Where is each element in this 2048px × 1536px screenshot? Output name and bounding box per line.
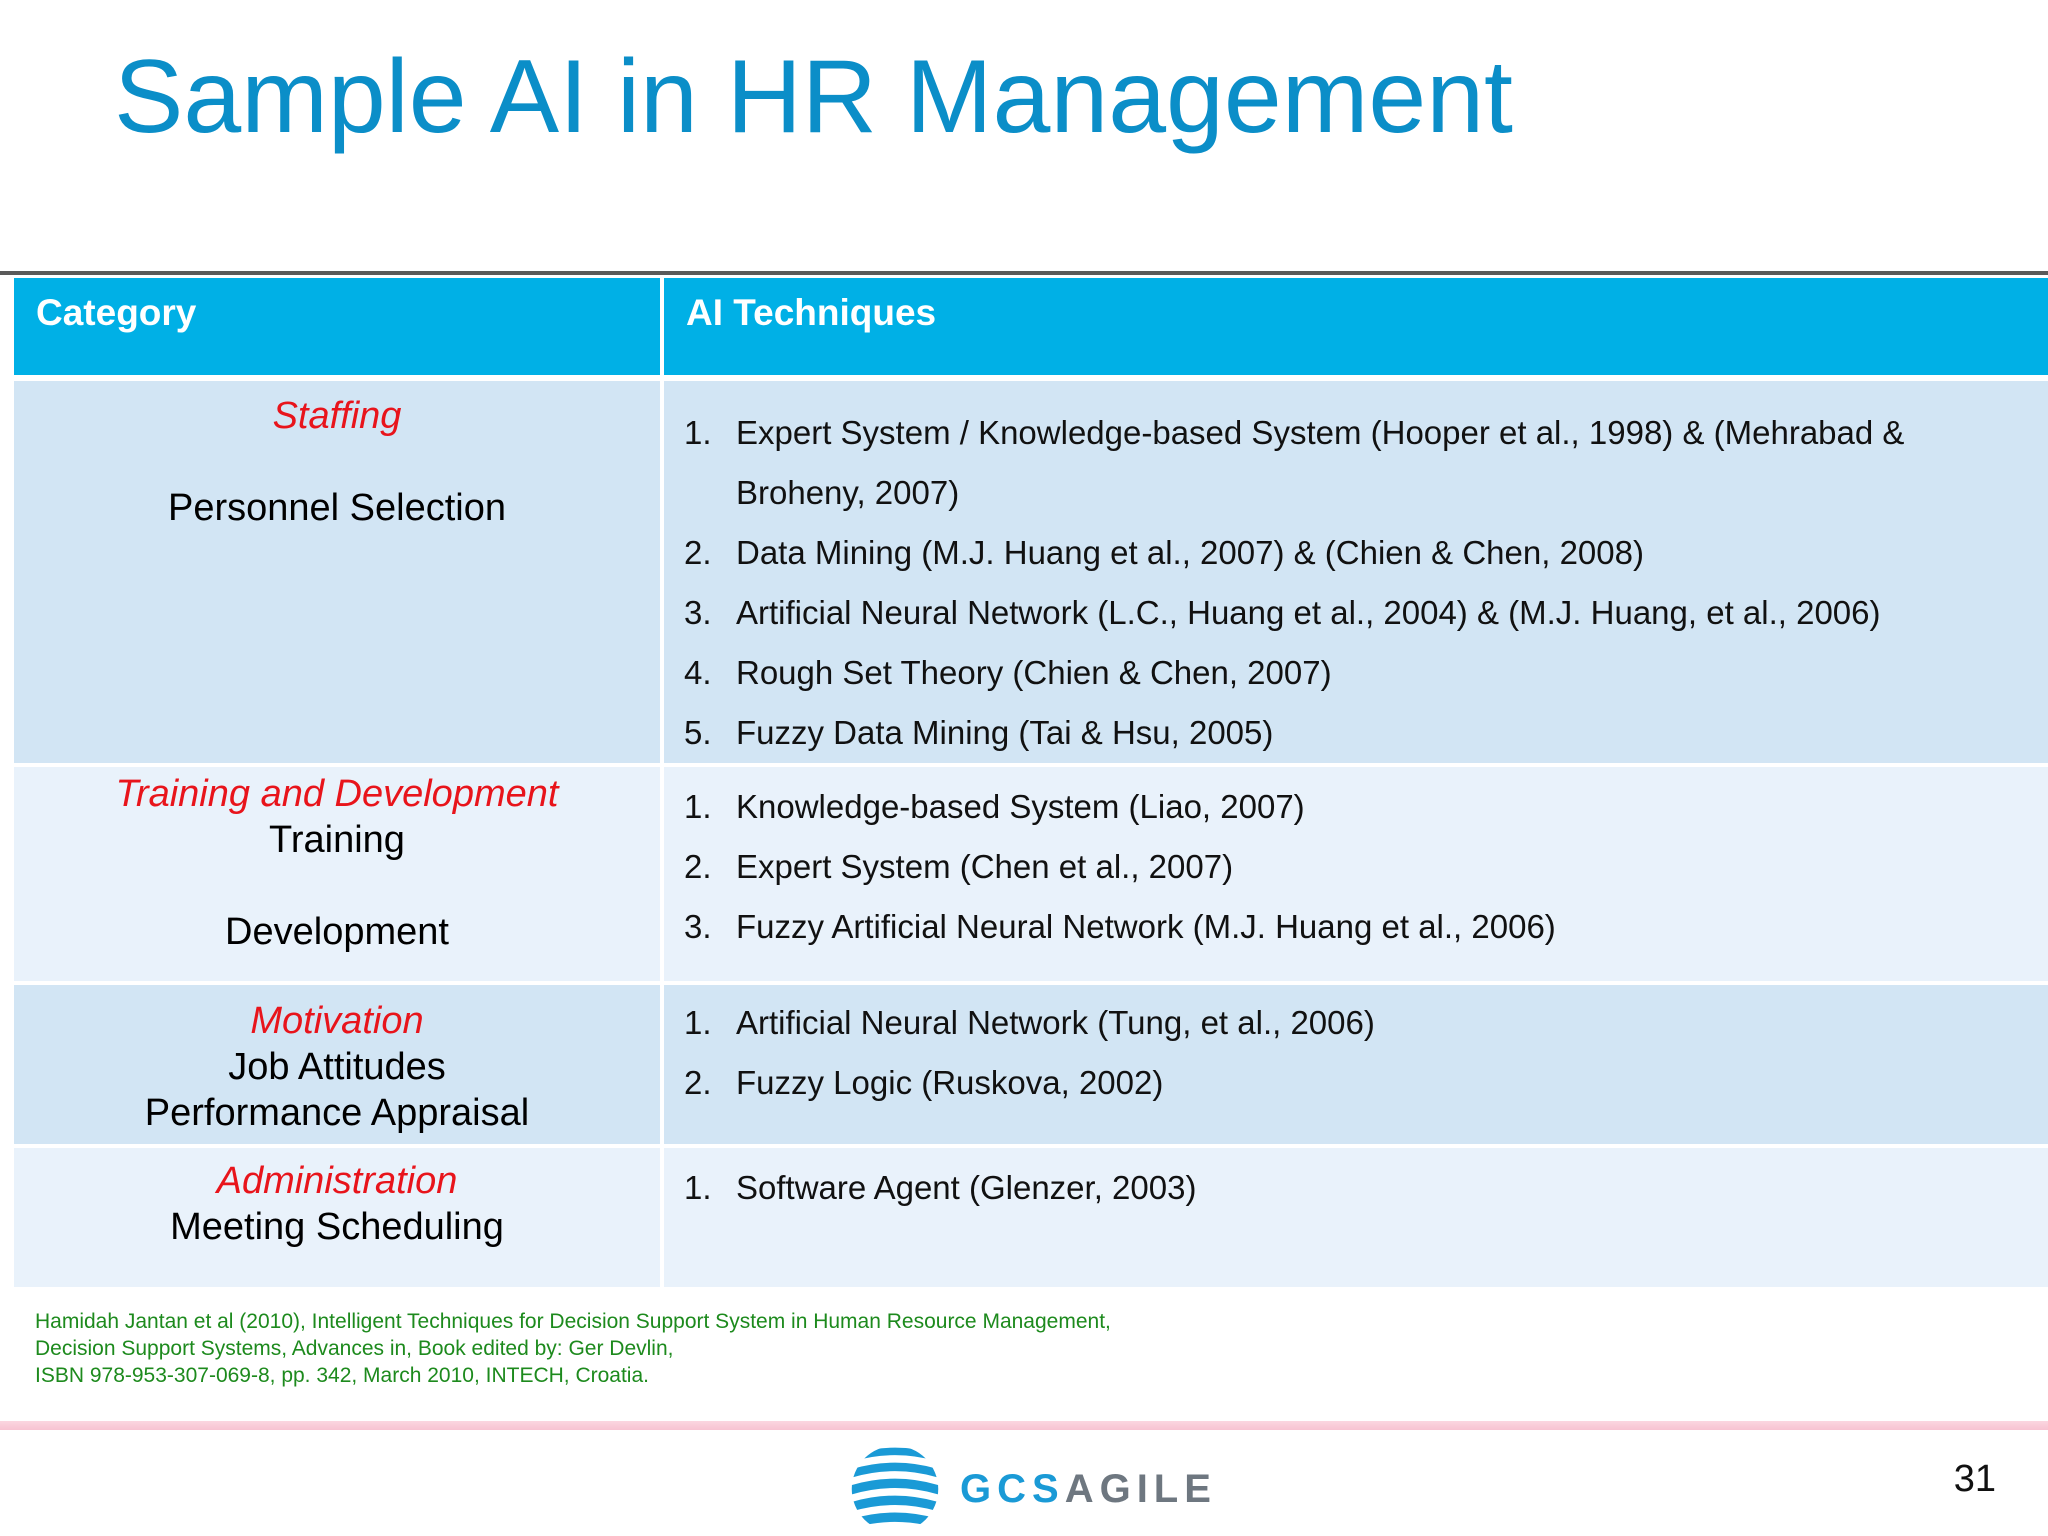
category-title: Motivation (250, 1000, 424, 1042)
category-line: Personnel Selection (168, 487, 506, 529)
category-line: Meeting Scheduling (170, 1206, 504, 1248)
page-number: 31 (1953, 1458, 1996, 1500)
techniques-cell (662, 378, 2048, 765)
techniques-list (664, 993, 2048, 1113)
technique-text: Software Agent (Glenzer, 2003) (736, 1169, 1197, 1206)
techniques-list (664, 403, 2048, 763)
category-cell (14, 765, 662, 983)
list-number: 2. (684, 848, 712, 885)
logo-text-agile: AGILE (1064, 1466, 1217, 1511)
table-row (14, 983, 2048, 1146)
technique-text: Rough Set Theory (Chien & Chen, 2007) (736, 654, 1332, 691)
header-category: Category (14, 278, 662, 378)
technique-text: Fuzzy Logic (Ruskova, 2002) (736, 1064, 1164, 1101)
list-number: 4. (684, 654, 712, 691)
list-number: 2. (684, 1064, 712, 1101)
list-number: 1. (684, 788, 712, 825)
list-number: 3. (684, 594, 712, 631)
technique-text: Fuzzy Data Mining (Tai & Hsu, 2005) (736, 714, 1274, 751)
category-cell (14, 378, 662, 765)
category-cell (14, 983, 662, 1146)
list-item (684, 1053, 2048, 1113)
category-line (14, 863, 660, 909)
list-item (684, 403, 2048, 523)
slide-title: Sample AI in HR Management (114, 39, 1513, 155)
category-line: Training (269, 819, 405, 861)
list-number: 5. (684, 714, 712, 751)
category-line: Job Attitudes (228, 1046, 446, 1088)
globe-logo-icon (848, 1442, 942, 1536)
category-title: Staffing (272, 395, 402, 437)
list-number: 1. (684, 1169, 712, 1206)
list-number: 1. (684, 414, 712, 451)
technique-text: Knowledge-based System (Liao, 2007) (736, 788, 1305, 825)
logo-text-gcs: GCS (960, 1466, 1065, 1511)
citation-line: Hamidah Jantan et al (2010), Intelligent Techniques for Decision Support System in Human Resource Management, (35, 1310, 1111, 1333)
table-row (14, 1146, 2048, 1289)
technique-text: Expert System / Knowledge-based System (Hooper et al., 1998) & (Mehrabad & Broheny, 2007) (736, 414, 1905, 511)
table-row (14, 765, 2048, 983)
footer-divider (0, 1421, 2048, 1430)
category-line (14, 439, 660, 485)
footer (0, 1430, 2048, 1536)
category-line: Development (225, 911, 449, 953)
header-ai-techniques: AI Techniques (662, 278, 2048, 378)
list-item (684, 993, 2048, 1053)
list-item (684, 643, 2048, 703)
category-title: Training and Development (115, 773, 559, 815)
logo-wordmark (960, 1467, 1217, 1512)
technique-text: Data Mining (M.J. Huang et al., 2007) & (Chien & Chen, 2008) (736, 534, 1644, 571)
citation-line: ISBN 978-953-307-069-8, pp. 342, March 2010, INTECH, Croatia. (35, 1364, 649, 1387)
technique-text: Artificial Neural Network (L.C., Huang et al., 2004) & (M.J. Huang, et al., 2006) (736, 594, 1881, 631)
techniques-cell (662, 983, 2048, 1146)
hr-ai-table-container (14, 278, 2048, 1291)
table-header-row (14, 278, 2048, 378)
category-cell (14, 1146, 662, 1289)
techniques-cell (662, 765, 2048, 983)
table-row (14, 378, 2048, 765)
company-logo (848, 1442, 1217, 1536)
title-divider (0, 271, 2048, 275)
list-item (684, 777, 2048, 837)
category-title: Administration (216, 1160, 458, 1202)
category-line: Performance Appraisal (144, 1092, 530, 1134)
techniques-list (664, 777, 2048, 957)
list-item (684, 583, 2048, 643)
list-item (684, 897, 2048, 957)
technique-text: Artificial Neural Network (Tung, et al., 2006) (736, 1004, 1375, 1041)
citation-line: Decision Support Systems, Advances in, Book edited by: Ger Devlin, (35, 1337, 674, 1360)
list-item (684, 1158, 2048, 1218)
list-number: 1. (684, 1004, 712, 1041)
techniques-cell (662, 1146, 2048, 1289)
citation (35, 1308, 1111, 1389)
list-item (684, 703, 2048, 763)
list-item (684, 523, 2048, 583)
hr-ai-table (14, 278, 2048, 1291)
list-number: 2. (684, 534, 712, 571)
techniques-list (664, 1158, 2048, 1218)
technique-text: Expert System (Chen et al., 2007) (736, 848, 1234, 885)
list-number: 3. (684, 908, 712, 945)
list-item (684, 837, 2048, 897)
technique-text: Fuzzy Artificial Neural Network (M.J. Huang et al., 2006) (736, 908, 1556, 945)
